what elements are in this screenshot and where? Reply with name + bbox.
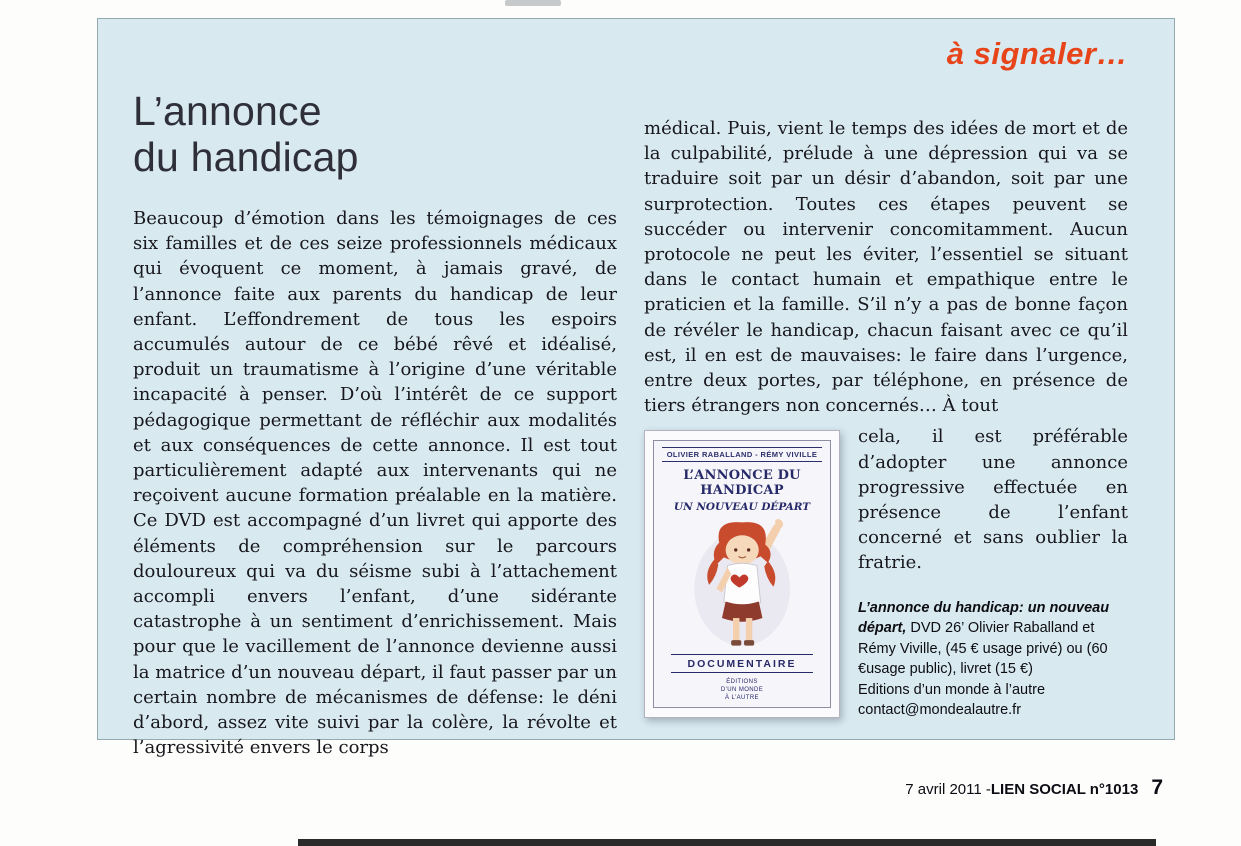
scan-smudge-artifact	[505, 0, 561, 6]
dvd-caption-publisher: Editions d’un monde à l’autre	[858, 681, 1046, 698]
dvd-cover-publisher	[721, 678, 763, 702]
scan-edge-artifact	[298, 839, 1156, 846]
article-title	[133, 88, 617, 180]
dvd-caption-contact: contact@mondealautre.fr	[858, 702, 1022, 719]
dvd-cover-title: L’ANNONCE DU HANDICAP	[683, 468, 801, 499]
article-paragraph-col2-part1: médical. Puis, vient le temps des idées de mort et de la culpabilité, prélude à une dépression qui va se traduire soit par un désir d’abandon, soit par une surprotection. Toutes ces étapes peuvent se succéder ou intervenir concomitamment. Aucun protocole ne peut les éviter, l’essentiel se situant dans le contact humain et empathique entre le praticien et la famille. S’il n’y a pas de bonne façon de révéler le handicap, chacun faisant avec ce qu’il est, il en est de mauvaises: le faire dans l’urgence, entre deux portes, par téléphone, en présence de tiers étrangers non concernés… À tout	[644, 118, 1128, 417]
dvd-cover-genre: DOCUMENTAIRE	[671, 654, 814, 673]
dvd-caption-title: L’annonce du handicap: un nouveau départ,	[858, 599, 1110, 637]
page-footer	[905, 776, 1163, 800]
footer-journal-name: LIEN SOCIAL n°1013	[990, 781, 1139, 798]
footer-page-number: 7	[1151, 776, 1163, 799]
left-column	[133, 88, 617, 760]
dvd-cover-subtitle: UN NOUVEAU DÉPART	[673, 501, 811, 514]
article-paragraph-col1: Beaucoup d’émotion dans les témoignages de ces six familles et de ces seize professionnels médicaux qui évoquent ce moment, à jamais gravé, de l’annonce faite aux parents du handicap de leur enfant. L’effondrement de tous les espoirs accumulés autour de ce bébé rêvé et idéalisé, produit un traumatisme à l’origine d’une véritable incapacité à penser. D’où l’intérêt de ce support pédagogique permettant de réfléchir aux modalités et aux conséquences de cette annonce. Il est tout particulièrement adapté aux intervenants qui ne reçoivent aucune formation préalable en la matière. Ce DVD est accompagné d’un livret qui apporte des éléments de compréhension sur le parcours douloureux qui va du séisme subi à l’attachement accompli envers l’enfant, d’une sidérante catastrophe à un sentiment d’enrichissement. Mais pour que le vacillement de l’annonce devienne aussi la matrice d’un nouveau départ, il faut passer par un certain nombre de mécanismes de défense: le déni d’abord, assez vite suivi par la colère, la révolte et l’agressivité envers le corps	[133, 208, 617, 759]
dvd-cover-art	[659, 513, 825, 654]
footer-date: 7 avril 2011 -	[905, 781, 991, 798]
right-column	[644, 88, 1128, 760]
dvd-cover-publisher-line1: ÉDITIONS	[726, 679, 758, 686]
article-title-line2: du handicap	[133, 134, 359, 180]
article-columns	[133, 88, 1129, 760]
dvd-cover-authors: OLIVIER RABALLAND - RÉMY VIVILLE	[662, 447, 821, 462]
dvd-cover-image	[644, 430, 840, 718]
article-title-line1: L’annonce	[133, 88, 322, 134]
girl-illustration	[687, 515, 797, 653]
dvd-cover-publisher-line3: À L’AUTRE	[725, 695, 759, 702]
dvd-cover-publisher-line2: D’UN MONDE	[720, 687, 764, 694]
cover-and-caption-zone	[644, 424, 1128, 722]
section-label: à signaler…	[946, 36, 1128, 71]
article-paragraph-col2-part2: cela, il est préférable d’adopter une annonce progressive effectuée en présence de l’enfant concerné et sans oublier la fratrie.	[858, 426, 1128, 574]
dvd-caption-details: DVD 26’ Olivier Raballand et Rémy Viville, (45 € usage privé) ou (60 €usage public), livret (15 €)	[858, 620, 1108, 678]
dvd-cover-frame	[653, 440, 831, 708]
